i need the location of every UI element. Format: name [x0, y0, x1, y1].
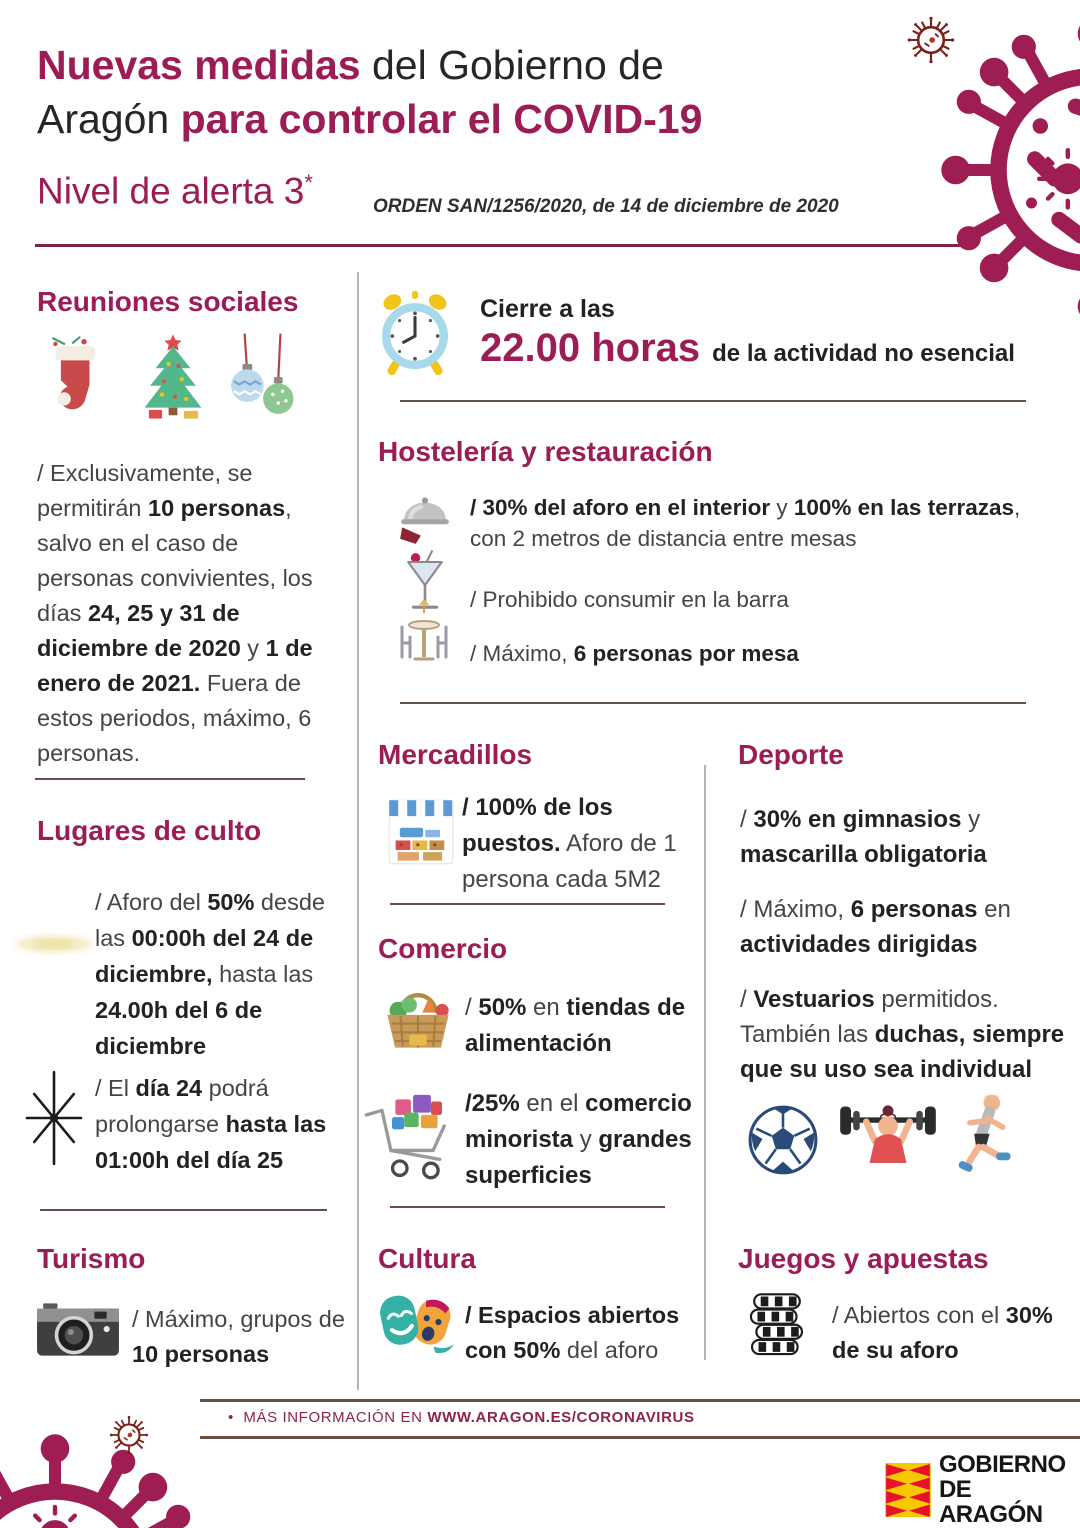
section-title-reuniones: Reuniones sociales — [37, 286, 299, 317]
table-and-chairs-icon — [392, 598, 456, 668]
runner-icon — [952, 1092, 1014, 1180]
title-line2: Aragón para controlar el COVID-19 — [37, 96, 703, 142]
camera-icon — [35, 1296, 121, 1360]
footer-info — [228, 1409, 695, 1426]
rule-mercadillos-bottom — [390, 903, 665, 905]
section-title-lugares: Lugares de culto — [37, 815, 262, 846]
soccer-ball-icon — [745, 1102, 821, 1178]
christmas-tree-icon — [138, 330, 208, 424]
serving-cloche-icon — [398, 488, 452, 546]
hosteleria-item-1: / 30% del aforo en el interior y 100% en las terrazas, con 2 metros de distancia entre mesas — [470, 495, 1021, 551]
closure-line — [480, 326, 1015, 371]
section-title-mercadillos: Mercadillos — [378, 739, 533, 770]
deporte-item-1: / 30% en gimnasios y mascarilla obligatoria — [740, 806, 987, 868]
closure-post-text: de la actividad no esencial — [712, 340, 1015, 367]
lugares-item-2: / El día 24 podrá prolongarse hasta las 01:00h del día 25 — [95, 1075, 327, 1173]
hosteleria-item-3: / Máximo, 6 personas por mesa — [470, 641, 799, 666]
bethlehem-star-icon — [20, 1068, 88, 1168]
cultura-item-1: / Espacios abiertos con 50% del aforo — [465, 1302, 680, 1363]
grocery-basket-icon — [376, 982, 460, 1052]
shopping-cart-icon — [362, 1086, 462, 1186]
footer-bullet: • — [228, 1409, 234, 1426]
alert-asterisk: * — [304, 170, 313, 195]
virus-small-icon — [106, 1412, 152, 1458]
footer-info-url: WWW.ARAGON.ES/CORONAVIRUS — [427, 1409, 695, 1426]
lugares-item-1: / Aforo del 50% desde las 00:00h del 24 de diciembre, hasta las 24.00h del 6 de diciembre — [95, 889, 325, 1059]
deporte-item-3: / Vestuarios permitidos. También las duchas, siempre que su uso sea individual — [740, 986, 1065, 1083]
header-rule — [35, 244, 970, 247]
footer-info-text: MÁS INFORMACIÓN EN — [243, 1409, 428, 1426]
turismo-item-1: / Máximo, grupos de 10 personas — [132, 1306, 345, 1367]
rule-reuniones-bottom — [35, 778, 305, 780]
reuniones-paragraph: / Exclusivamente, se permitirán 10 personas, salvo en el caso de personas convivientes, los días 24, 25 y 31 de diciembre de 2020 y 1 de enero de 2021. Fuera de estos periodos, máximo, 6 personas. — [37, 460, 313, 766]
closure-rule — [400, 400, 1026, 402]
footer-rule-bottom — [200, 1436, 1080, 1439]
weightlifter-icon — [838, 1098, 938, 1178]
market-stall-icon — [385, 796, 457, 868]
section-title-hosteleria: Hostelería y restauración — [378, 436, 713, 467]
poker-chips-icon — [745, 1290, 809, 1366]
order-reference: ORDEN SAN/1256/2020, de 14 de diciembre de 2020 — [373, 196, 839, 217]
comercio-item-1: / 50% en tiendas de alimentación — [465, 994, 686, 1057]
closure-pre-text: Cierre a las — [480, 295, 615, 323]
closure-time: 22.00 horas — [480, 326, 701, 370]
rule-lugares-bottom — [40, 1209, 327, 1211]
alert-level: Nivel de alerta 3* — [37, 170, 313, 212]
comercio-item-2: /25% en el comercio minorista y grandes superficies — [465, 1090, 692, 1189]
glow-star-icon — [12, 918, 96, 970]
mercadillos-item-1: / 100% de los puestos. Aforo de 1 persona cada 5M2 — [462, 794, 677, 893]
section-title-turismo: Turismo — [37, 1243, 146, 1274]
rule-hosteleria-bottom — [400, 702, 1026, 704]
section-title-comercio: Comercio — [378, 933, 508, 964]
divider-left-middle — [357, 272, 359, 1390]
section-title-cultura: Cultura — [378, 1243, 476, 1274]
section-title-juegos: Juegos y apuestas — [738, 1243, 989, 1274]
divider-middle-right — [704, 765, 706, 1360]
juegos-item-1: / Abiertos con el 30% de su aforo — [832, 1302, 1053, 1363]
page-title — [37, 38, 897, 146]
logo-line2: DE ARAGÓN — [938, 1476, 1043, 1528]
virus-small-icon — [903, 12, 959, 68]
christmas-ornaments-icon — [224, 330, 300, 424]
alarm-clock-icon — [381, 286, 449, 382]
deporte-item-2: / Máximo, 6 personas en actividades dirigidas — [740, 896, 1011, 958]
theater-masks-icon — [374, 1288, 460, 1358]
gobierno-aragon-logo — [885, 1452, 1080, 1527]
aragon-flag-icon — [885, 1463, 931, 1517]
logo-text — [939, 1452, 1080, 1527]
logo-line1: GOBIERNO — [938, 1451, 1066, 1478]
section-title-deporte: Deporte — [738, 739, 844, 770]
footer-rule-top — [200, 1399, 1080, 1402]
title-line1: Nuevas medidas del Gobierno de — [37, 42, 664, 88]
christmas-stocking-icon — [40, 332, 106, 424]
rule-comercio-bottom — [390, 1206, 665, 1208]
hosteleria-item-2: / Prohibido consumir en la barra — [470, 587, 789, 612]
